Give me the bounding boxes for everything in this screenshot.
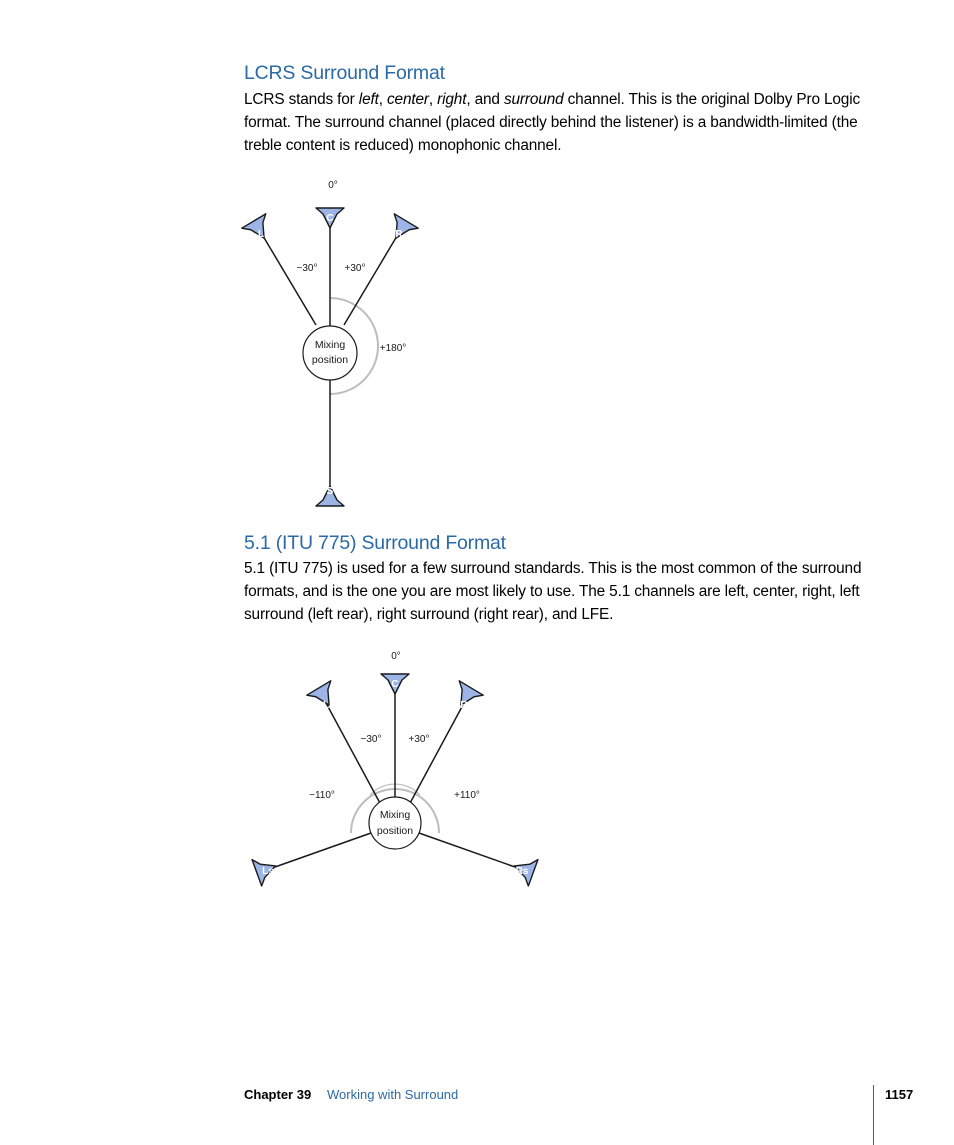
angle-minus30-label: −30°: [296, 263, 318, 274]
page-number: 1157: [885, 1087, 914, 1102]
speaker-center: [381, 674, 409, 694]
footer-chapter-title[interactable]: Working with Surround: [327, 1087, 459, 1102]
speaker-l-label: L: [322, 700, 330, 711]
angle-plus110-label: +110°: [454, 790, 480, 801]
speaker-rs-label: Rs: [515, 866, 529, 877]
speaker-ls-label: Ls: [262, 866, 274, 877]
speaker-r-label: R: [395, 229, 403, 240]
line-left: [263, 236, 316, 325]
speaker-r-label: R: [460, 700, 468, 711]
line-right: [344, 236, 397, 325]
mixing-position: [303, 326, 357, 380]
section-heading-51: 5.1 (ITU 775) Surround Format: [244, 532, 506, 554]
line-rear-left: [275, 833, 371, 867]
speaker-l-label: L: [257, 229, 265, 240]
line-rear-right: [419, 833, 515, 867]
footer-chapter: Chapter 39: [244, 1087, 312, 1102]
angle-plus30-label: +30°: [344, 263, 366, 274]
angle-0-label: 0°: [391, 651, 401, 662]
speaker-s-label: S: [326, 486, 334, 497]
angle-180-label: +180°: [379, 343, 407, 354]
speaker-c-label: C: [326, 213, 334, 224]
angle-minus110-label: −110°: [309, 790, 335, 801]
section-heading-lcrs: LCRS Surround Format: [244, 62, 445, 84]
mixing-label: Mixing: [314, 339, 346, 351]
lcrs-diagram: [0, 170, 954, 515]
position-label: position: [311, 354, 349, 366]
mixing-position: [369, 797, 421, 849]
footer-divider: [873, 1085, 874, 1145]
itu-paragraph: 5.1 (ITU 775) is used for a few surround standards. This is the most common of the surround formats, and is the one you are most likely to use. The 5.1 channels are left, center, right, left surround (left rear), right surround (right rear), and LFE.: [244, 560, 862, 623]
position-label: position: [376, 825, 414, 837]
angle-0-label: 0°: [328, 180, 338, 191]
mixing-label: Mixing: [379, 809, 411, 821]
speaker-center: [316, 208, 344, 228]
angle-plus30-label: +30°: [408, 734, 430, 745]
lcrs-paragraph: LCRS stands for left, center, right, and surround channel. This is the original Dolby Pro Logic format. The surround channel (placed directly behind the listener) is a bandwidth-limited (the treble content is reduced) monophonic channel.: [244, 91, 861, 154]
speaker-c-label: C: [391, 679, 399, 690]
itu-diagram: [0, 645, 954, 895]
angle-minus30-label: −30°: [360, 734, 382, 745]
